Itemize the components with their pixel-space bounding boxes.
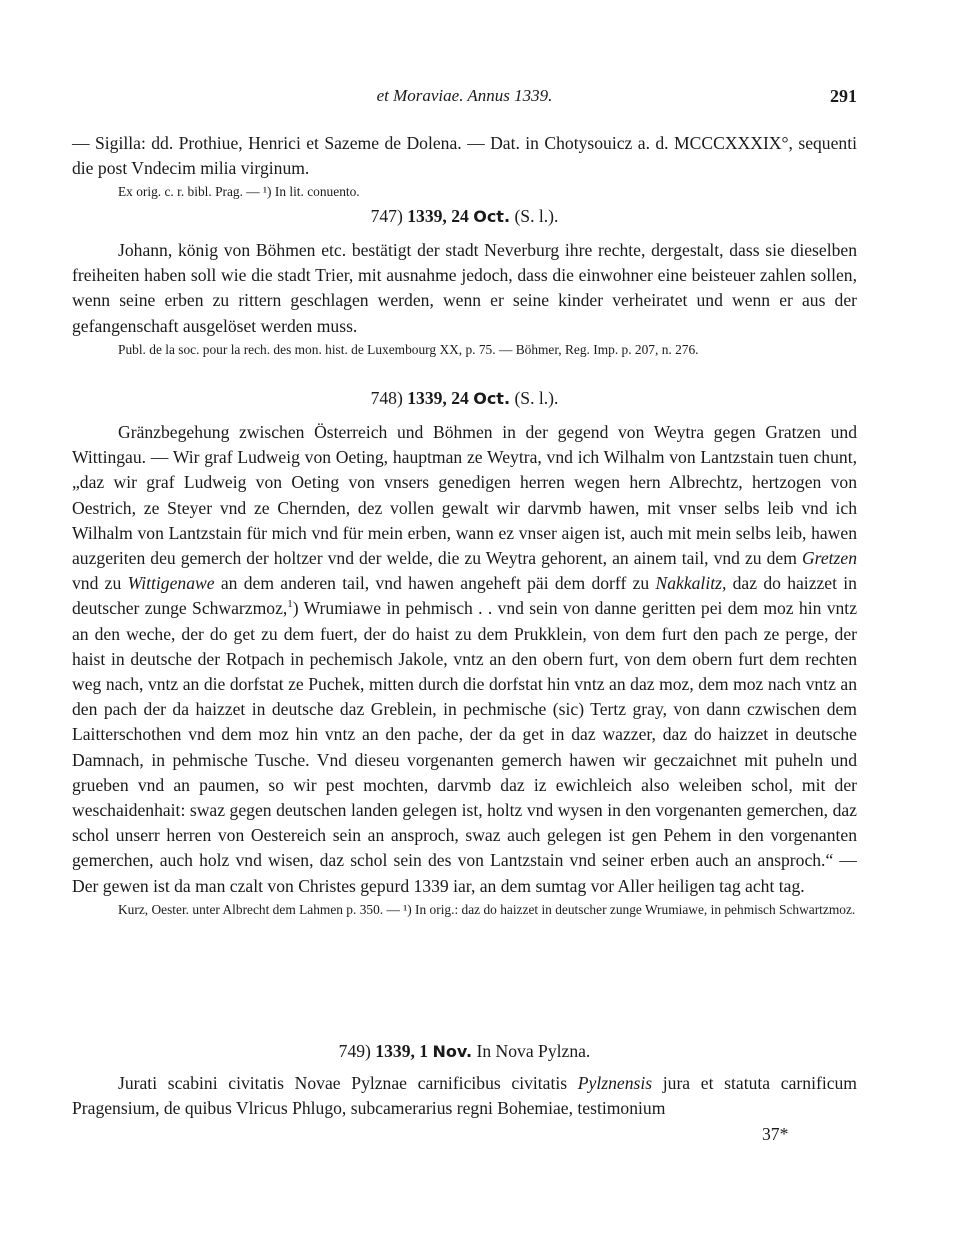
text-run: Wrumiawe in pehmisch . . vnd sein von danne geritten pei dem moz hin vntz an den weche, der do get zu dem fuert, der do haist zu dem Prukklein, von dem furt den pach ze perge, der haist in deutsche der Rotpach in pechemisch Jakole, vntz an den obern furt, von dem obern furt dem rechten weg nach, vntz an die dorfstat ze Puchek, mitten durch die dorfstat hin vntz an daz moz, dem moz nach vntz an den pach der da haizzet in deutsche daz Greblein, in pechmische (sic) Tertz gray, von dann czwischen dem Laitterschothen vnd dem moz hin vntz an den pache, der da get in daz wazzer, daz do haizzet in deutsche Damnach, in pehmische Tusche. Vnd dieseu vorgenanten gemerch hawen wir geczaichnet mit puheln und grueben vnd an paumen, so wir pest mochten, darvmb daz iz ewichleich also weleiben schol, mit der weschaidenhait: swaz gegen deutschen landen gelegen ist, holtz vnd wysen in den vorgenanten gemerchen, daz schol unserr herren von Oestereich sein an ansproch, swaz auch gelegen ist gen Pehem in den vorgenanten gemerchen, auch holz vnd wisen, daz schol sein des von Lantzstain vnd seiner erben auch an ansproch.“ — Der gewen ist da man czalt von Christes gepurd 1339 iar, an dem sumtag vor Aller heiligen tag acht tag. [72,598,857,896]
document-page [72,0,857,1258]
continuation-block [72,131,857,202]
text-run: an dem anderen tail, vnd hawen angeheft päi dem dorff zu [220,573,650,594]
text-run: vnd zu [72,573,122,594]
entry-place: (S. l.). [514,388,559,408]
entry-747-body [72,238,857,359]
entry-747-paragraph: Johann, könig von Böhmen etc. bestätigt der stadt Neverburg ihre rechte, dergestalt, dass sie dieselben freiheiten haben soll wie die stadt Trier, mit ausnahme jedoch, dass die einwohner eine beisteuer zahlen sollen, wenn seine erben zu rittern geschlagen werden, wenn er seine kinder verheiratet und wenn er aus der gefangenschaft ausgelöset werden muss. [72,240,857,336]
text-run: jura et statuta carnificum Pragensium, de quibus Vlricus Phlugo, subcamerarius regni Bohemiae, testimonium [72,1073,857,1119]
entry-747-footnote: Publ. de la soc. pour la rech. des mon. hist. de Luxembourg XX, p. 75. — Böhmer, Reg. Imp. p. 207, n. 276. [118,341,699,357]
place-name: Gretzen [801,548,857,569]
entry-place: In Nova Pylzna. [476,1041,591,1061]
entry-month: Nov. [432,1042,473,1061]
entry-place: (S. l.). [514,206,559,226]
entry-748-footnote: Kurz, Oester. unter Albrecht dem Lahmen p. 350. — ¹) In orig.: daz do haizzet in deutscher zunge Wrumiawe, in pehmisch Schwartzmoz. [118,901,856,917]
entry-number: 747) [370,206,403,226]
signature-mark: 37* [762,1124,789,1144]
entry-number: 748) [370,388,403,408]
place-name: Nakkalitz, [655,573,727,594]
entry-date: 1339, 24 [407,206,469,226]
text-run: daz do haizzet in deutscher zunge Schwarzmoz, [72,573,857,619]
entry-748-body [72,420,857,919]
running-header [72,86,857,112]
entry-heading-748 [72,388,857,409]
entry-749-paragraph [72,1071,857,1121]
entry-date: 1339, 1 [375,1041,429,1061]
place-name: Wittigenawe [127,573,215,594]
place-name: Pylznensis [577,1073,653,1093]
continuation-footnote: Ex orig. c. r. bibl. Prag. — ¹) In lit. conuento. [118,184,360,200]
page-number: 291 [830,86,857,106]
text-run: Gränzbegehung zwischen Österreich und Böhmen in der gegend von Weytra gegen Gratzen und Wittingau. — Wir graf Ludweig von Oeting, hauptman ze Weytra, vnd ich Wilhalm von Lantzstain tuen chunt, „daz wir graf Ludweig von Oeting von vnsers genedigen herren wegen hern Albrechtz, hertzogen von Oestrich, ze Steyer vnd ze Chernden, dez vollen gewalt wir darvmb hawen, mit vnser selbs leib vnd ich Wilhalm von Lantzstain für mich vnd für mein erben, wann ez vnser aigen ist, auch mit mein selbs leib, hawen auzgeriten deu gemerch der holtzer vnd der welde, die zu Weytra gehorent, an ainem tail, vnd zu dem [72,422,857,569]
footnote-marker: 1 [287,598,293,611]
entry-month: Oct. [473,207,511,226]
running-title: et Moraviae. Annus 1339. [376,86,553,105]
text-run: Jurati scabini civitatis Novae Pylznae carnificibus civitatis [118,1073,568,1093]
entry-heading-749 [72,1041,857,1062]
entry-date: 1339, 24 [407,388,469,408]
entry-number: 749) [338,1041,371,1061]
continuation-paragraph: — Sigilla: dd. Prothiue, Henrici et Sazeme de Dolena. — Dat. in Chotysouicz a. d. MCCCXXXIX°, sequenti die post Vndecim milia virginum. [72,133,857,179]
entry-749-body [72,1071,857,1121]
entry-heading-747 [72,206,857,227]
entry-748-paragraph: Gränzbegehung zwischen Österreich und Böhmen in der gegend von Weytra gegen Gratzen und Wittingau. — Wir graf Ludweig von Oeting, hauptman ze Weytra, vnd ich Wilhalm von Lantzstain tuen chunt, „daz wir graf Ludweig von Oeting von vnsers genedigen herren wegen hern Albrechtz, hertzogen von Oestrich, ze Steyer vnd ze Chernden, dez vollen gewalt wir darvmb hawen, mit vnser selbs leib vnd ich Wilhalm von Lantzstain für mich vnd für mein erben, wann ez vnser aigen ist, auch mit mein selbs leib, hawen auzgeriten deu gemerch der holtzer vnd der welde, die zu Weytra gehorent, an ainem tail, vnd zu dem Gretzen vnd zu Wittigenawe an dem anderen tail, vnd hawen angeheft päi dem dorff zu Nakkalitz, daz do haizzet in deutscher zunge Schwarzmoz,$^1$) Wrumiawe in pehmisch . . vnd sein von danne geritten pei dem moz hin vntz an den weche, der do get zu dem fuert, der do haist zu dem Prukklein, von dem furt den pach ze perge, der haist in deutsche der Rotpach in pechemisch Jakole, vntz an den obern furt, von dem obern furt dem rechten weg nach, vntz an die dorfstat ze Puchek, mitten durch die dorfstat hin vntz an daz moz, dem moz nach vntz an den pach der da haizzet in deutsche daz Greblein, in pechmische (sic) Tertz gray, von dann czwischen dem Laitterschothen vnd dem moz hin vntz an den pache, der da get in daz wazzer, daz do haizzet in deutsche Damnach, in pehmische Tusche. Vnd dieseu vorgenanten gemerch hawen wir geczaichnet mit puheln und grueben vnd an paumen, so wir pest mochten, darvmb daz iz ewichleich also weleiben schol, mit der weschaidenhait: swaz gegen deutschen landen gelegen ist, holtz vnd wysen in den vorgenanten gemerchen, daz schol unserr herren von Oestereich sein an ansproch, swaz auch gelegen ist gen Pehem in den vorgenanten gemerchen, auch holz vnd wisen, daz schol sein des von Lantzstain vnd seiner erben auch an ansproch.“ — Der gewen ist da man czalt von Christes gepurd 1339 iar, an dem sumtag vor Aller heiligen tag acht tag. [72,422,857,896]
entry-month: Oct. [473,389,511,408]
